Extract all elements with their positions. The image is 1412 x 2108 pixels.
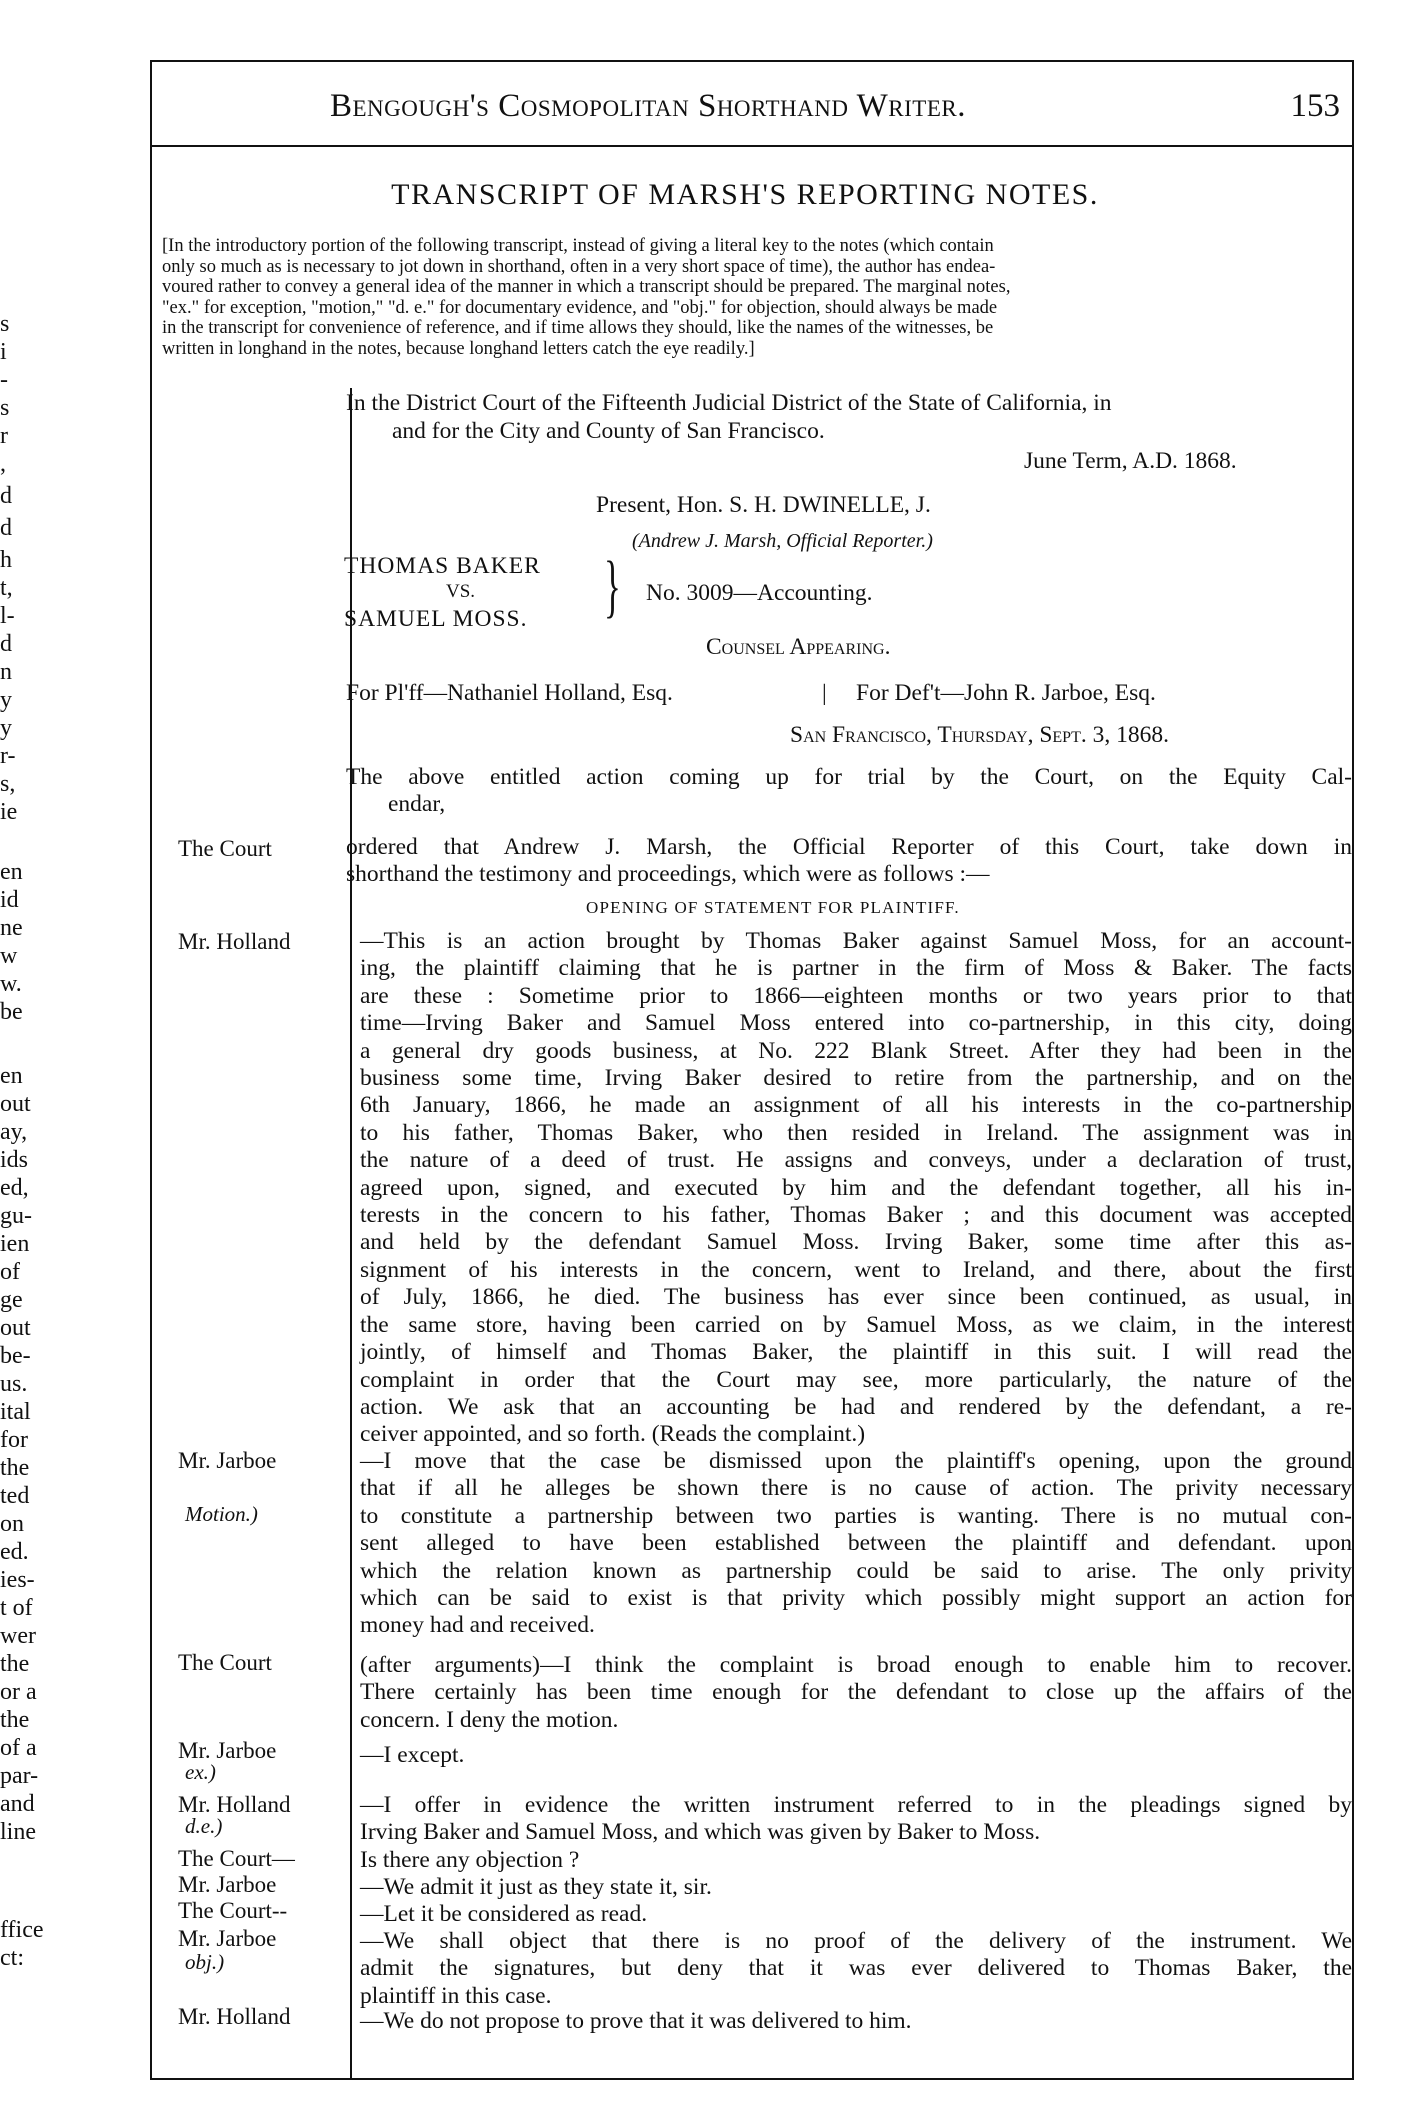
counsel-defendant: For Def't—John R. Jarboe, Esq.	[856, 680, 1156, 706]
edge-fragment: n	[0, 659, 12, 685]
edge-fragment: ie	[0, 799, 18, 825]
court-ruling	[360, 1652, 1352, 1734]
edge-fragment: the	[0, 1455, 30, 1481]
frame-right-rule	[1352, 60, 1354, 2080]
edge-fragment: ct:	[0, 1945, 24, 1971]
caption-brace: }	[604, 548, 621, 625]
text-line: concern. I deny the motion.	[360, 1706, 619, 1733]
edge-fragment: y	[0, 687, 12, 713]
counsel-separator: |	[822, 680, 827, 706]
text-line: There certainly has been time enough for the defendant to close up the affairs of the	[360, 1679, 1352, 1706]
marginal-note-motion: Motion.)	[185, 1502, 258, 1526]
speaker-column-rule	[350, 388, 352, 2078]
jarboe-exception: —I except.	[360, 1742, 465, 1768]
court-line-2: and for the City and County of San Francisco.	[392, 418, 825, 444]
edge-fragment: of a	[0, 1735, 37, 1761]
frame-left-rule	[150, 60, 152, 2080]
speaker-the-court: The Court	[178, 1650, 272, 1675]
edge-fragment: and	[0, 1791, 35, 1817]
text-line: shorthand the testimony and proceedings, which were as follows :—	[346, 861, 990, 888]
edge-fragment: l-	[0, 603, 15, 629]
text-line: —We shall object that there is no proof of the delivery of the instrument. We	[360, 1928, 1352, 1954]
text-line: signment of his interests in the concern, went to Ireland, and there, about the first	[360, 1256, 1352, 1283]
court-line-1: In the District Court of the Fifteenth Judicial District of the State of California, in	[346, 390, 1112, 416]
text-line: terests in the concern to his father, Thomas Baker ; and this document was accepted	[360, 1202, 1352, 1229]
edge-fragment: ies-	[0, 1567, 35, 1593]
edge-fragment: d	[0, 483, 12, 509]
case-number: No. 3009—Accounting.	[646, 580, 873, 606]
intro-note-line: in the transcript for convenience of reference, and if time allows they should, like the names of the witnesses, be	[162, 318, 994, 338]
edge-fragment: ,	[0, 451, 6, 477]
speaker-the-court: The Court	[178, 836, 272, 861]
defendant-name: SAMUEL MOSS.	[344, 606, 528, 632]
court-objection-question: Is there any objection ?	[360, 1847, 580, 1873]
edge-fragment: ids	[0, 1147, 29, 1173]
text-line: the nature of a deed of trust. He assigns and conveys, under a declaration of trust,	[360, 1147, 1352, 1174]
page-title: TRANSCRIPT OF MARSH'S REPORTING NOTES.	[391, 178, 1099, 211]
edge-fragment: d	[0, 631, 12, 657]
text-line: agreed upon, signed, and executed by him and the defendant together, all his in-	[360, 1174, 1352, 1201]
text-line: that if all he alleges be shown there is no cause of action. The privity necessary	[360, 1475, 1352, 1502]
edge-fragment: y	[0, 715, 12, 741]
edge-fragment: i	[0, 339, 7, 365]
edge-fragment: out	[0, 1315, 31, 1341]
edge-fragment: s	[0, 311, 10, 337]
jarboe-admission: —We admit it just as they state it, sir.	[360, 1874, 712, 1900]
edge-fragment: s,	[0, 771, 16, 797]
text-line: business some time, Irving Baker desired to retire from the partnership, and on the	[360, 1065, 1352, 1092]
edge-fragment: en	[0, 1063, 23, 1089]
edge-fragment: ffice	[0, 1917, 44, 1943]
frame-bottom-rule	[150, 2078, 1354, 2080]
text-line: (after arguments)—I think the complaint is broad enough to enable him to recover.	[360, 1652, 1352, 1678]
edge-fragment: d	[0, 515, 12, 541]
edge-fragment: ted	[0, 1483, 30, 1509]
edge-fragment: ge	[0, 1287, 23, 1313]
plaintiff-name: THOMAS BAKER	[344, 553, 541, 579]
edge-fragment: r	[0, 423, 8, 449]
header-rule	[150, 145, 1354, 147]
edge-fragment: w.	[0, 971, 22, 997]
text-line: of July, 1866, he died. The business has ever since been continued, as usual, in	[360, 1284, 1352, 1311]
edge-fragment: ien	[0, 1231, 30, 1257]
edge-fragment: t of	[0, 1595, 33, 1621]
text-line: time—Irving Baker and Samuel Moss entered into co-partnership, in this city, doing	[360, 1010, 1352, 1037]
official-reporter: (Andrew J. Marsh, Official Reporter.)	[632, 530, 933, 552]
holland-evidence-offer	[360, 1792, 1352, 1847]
edge-fragment: or a	[0, 1679, 37, 1705]
counsel-plaintiff: For Pl'ff—Nathaniel Holland, Esq.	[346, 680, 673, 706]
text-line: Irving Baker and Samuel Moss, and which was given by Baker to Moss.	[360, 1819, 1041, 1846]
text-line: complaint in order that the Court may see, more particularly, the nature of the	[360, 1366, 1352, 1393]
opening-heading: OPENING OF STATEMENT FOR PLAINTIFF.	[586, 898, 960, 917]
edge-fragment: gu-	[0, 1203, 32, 1229]
edge-fragment: be-	[0, 1343, 31, 1369]
text-line: —I move that the case be dismissed upon the plaintiff's opening, upon the ground	[360, 1448, 1352, 1474]
running-title: Bengough's Cosmopolitan Shorthand Writer.	[330, 88, 966, 124]
text-line: to his father, Thomas Baker, who then resided in Ireland. The assignment was in	[360, 1119, 1352, 1146]
speaker-mr-holland: Mr. Holland	[178, 929, 291, 954]
speaker-mr-jarboe: Mr. Jarboe	[178, 1738, 277, 1763]
marginal-note-objection: obj.)	[185, 1950, 225, 1974]
edge-fragment: ne	[0, 915, 23, 941]
edge-fragment: ay,	[0, 1119, 28, 1145]
edge-fragment: out	[0, 1091, 31, 1117]
edge-fragment: id	[0, 887, 19, 913]
text-line: a general dry goods business, at No. 222 Blank Street. After they had been in the	[360, 1037, 1352, 1064]
text-line: which the relation known as partnership could be said to arise. The only privity	[360, 1557, 1352, 1584]
text-line: money had and received.	[360, 1612, 595, 1639]
speaker-mr-jarboe: Mr. Jarboe	[178, 1926, 277, 1951]
text-line: to constitute a partnership between two parties is wanting. There is no mutual con-	[360, 1502, 1352, 1529]
edge-fragment: w	[0, 943, 18, 969]
intro-note-line: written in longhand in the notes, because longhand letters catch the eye readily.]	[162, 338, 755, 359]
edge-fragment: on	[0, 1511, 24, 1537]
text-line: are these : Sometime prior to 1866—eighteen months or two years prior to that	[360, 982, 1352, 1009]
edge-fragment: -	[0, 367, 8, 393]
intro-note-line: only so much as is necessary to jot down in shorthand, often in a very short space of time), the author has endea-	[162, 256, 996, 277]
edge-fragment: en	[0, 859, 23, 885]
speaker-mr-jarboe: Mr. Jarboe	[178, 1872, 277, 1897]
text-line: ordered that Andrew J. Marsh, the Official Reporter of this Court, take down in	[346, 834, 1352, 860]
text-line: and held by the defendant Samuel Moss. Irving Baker, some time after this as-	[360, 1229, 1352, 1256]
speaker-mr-holland: Mr. Holland	[178, 1792, 291, 1817]
text-line: the same store, having been carried on by Samuel Moss, as we claim, in the interest	[360, 1311, 1352, 1338]
frame-top-rule	[150, 60, 1354, 62]
edge-fragment: ed,	[0, 1175, 29, 1201]
intro-note-line: voured rather to convey a general idea of the manner in which a transcript should be prepared. The marginal notes,	[162, 277, 1011, 297]
edge-fragment: h	[0, 547, 12, 573]
edge-fragment: us.	[0, 1371, 28, 1397]
edge-fragment: for	[0, 1427, 28, 1453]
dateline: San Francisco, Thursday, Sept. 3, 1868.	[790, 722, 1169, 748]
edge-fragment: wer	[0, 1623, 36, 1649]
text-line: plaintiff in this case.	[360, 1982, 552, 2009]
edge-fragment: line	[0, 1819, 36, 1845]
text-line: ing, the plaintiff claiming that he is partner in the firm of Moss & Baker. The facts	[360, 955, 1352, 982]
edge-fragment: s	[0, 395, 10, 421]
text-line: —I offer in evidence the written instrument referred to in the pleadings signed by	[360, 1792, 1352, 1818]
jarboe-objection	[360, 1928, 1352, 2010]
text-line: sent alleged to have been established between the plaintiff and defendant. upon	[360, 1530, 1352, 1557]
edge-fragment: be	[0, 999, 23, 1025]
court-order	[346, 834, 1352, 889]
marginal-note-documentary-evidence: d.e.)	[185, 1814, 223, 1838]
text-line: admit the signatures, but deny that it was ever delivered to Thomas Baker, the	[360, 1955, 1352, 1982]
text-line: The above entitled action coming up for trial by the Court, on the Equity Cal-	[346, 764, 1352, 790]
speaker-mr-jarboe: Mr. Jarboe	[178, 1448, 277, 1473]
text-line: jointly, of himself and Thomas Baker, the plaintiff in this suit. I will read the	[360, 1339, 1352, 1366]
text-line: —This is an action brought by Thomas Baker against Samuel Moss, for an account-	[360, 928, 1352, 954]
text-line: 6th January, 1866, he made an assignment of all his interests in the co-partnership	[360, 1092, 1352, 1119]
counsel-heading: Counsel Appearing.	[706, 634, 891, 660]
edge-fragment: the	[0, 1707, 30, 1733]
edge-fragment: the	[0, 1651, 30, 1677]
edge-fragment: ital	[0, 1399, 31, 1425]
speaker-the-court: The Court—	[178, 1846, 295, 1871]
edge-fragment: t,	[0, 575, 13, 601]
speaker-the-court: The Court--	[178, 1898, 288, 1923]
text-line: ceiver appointed, and so forth. (Reads the complaint.)	[360, 1421, 866, 1448]
text-line: action. We ask that an accounting be had and rendered by the defendant, a re-	[360, 1393, 1352, 1420]
intro-note	[162, 236, 1350, 359]
speaker-mr-holland: Mr. Holland	[178, 2004, 291, 2029]
edge-fragment: r-	[0, 743, 16, 769]
edge-fragment: par-	[0, 1763, 39, 1789]
intro-note-line: "ex." for exception, "motion," "d. e." for documentary evidence, and "obj." for objection, should always be made	[162, 297, 998, 318]
marginal-note-exception: ex.)	[185, 1760, 216, 1784]
edge-fragment: ed.	[0, 1539, 29, 1565]
text-line: endar,	[388, 791, 446, 818]
running-header	[150, 88, 1340, 134]
versus: VS.	[446, 581, 476, 602]
court-term: June Term, A.D. 1868.	[1024, 448, 1237, 474]
holland-opening-statement	[360, 928, 1352, 1449]
trial-intro	[346, 764, 1352, 819]
court-read-order: —Let it be considered as read.	[360, 1901, 648, 1927]
page-number: 153	[1290, 88, 1340, 124]
jarboe-motion	[360, 1448, 1352, 1640]
text-line: which can be said to exist is that privity which possibly might support an action for	[360, 1585, 1352, 1612]
presiding-judge: Present, Hon. S. H. DWINELLE, J.	[596, 492, 931, 518]
holland-reply: —We do not propose to prove that it was delivered to him.	[360, 2008, 912, 2034]
intro-note-line: [In the introductory portion of the following transcript, instead of giving a literal key to the notes (which contain	[162, 236, 994, 256]
edge-fragment: of	[0, 1259, 20, 1285]
